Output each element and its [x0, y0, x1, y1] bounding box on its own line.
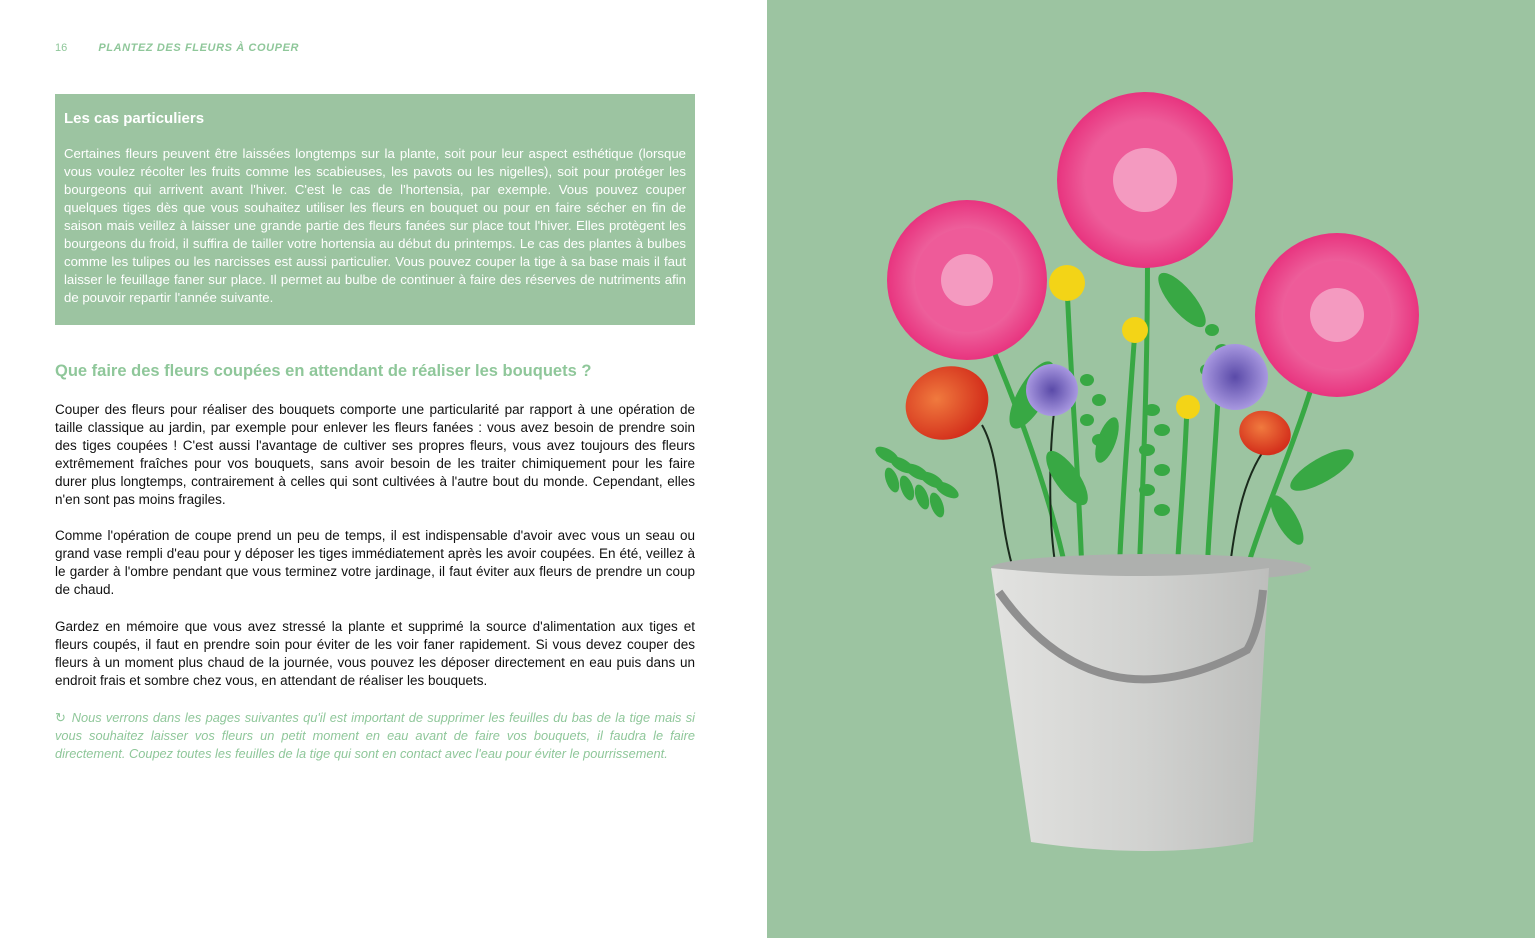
- scabious-right: [1202, 344, 1268, 410]
- sidebar-text: Certaines fleurs peuvent être laissées longtemps sur la plante, soit pour leur aspect esthétique (lorsque vous voulez récolter les fruits comme les scabieuses, les pavots ou les nigelles), soit pour protéger les bourgeons qui arrivent avant l'hiver. C'est le cas de l'hortensia, par exemple. Vous pouvez couper quelques tiges dès que vous souhaitez utiliser les fleurs en bouquet ou pour en faire sécher en fin de saison mais veillez à laisser une grande partie des fleurs fanées sur place tout l'hiver. Elles protègent les bourgeons du froid, il suffira de tailler votre hortensia au début du printemps. Le cas des plantes à bulbes comme les tulipes ou les narcisses est aussi particulier. Vous pouvez couper la tige à sa base mais il faut laisser le feuillage faner sur place. Il permet au bulbe de continuer à faire des réserves de nutriments afin de pouvoir repartir l'année suivante.: [64, 146, 686, 305]
- sidebar-title: Les cas particuliers: [64, 110, 205, 127]
- dahlia-center: [1057, 92, 1233, 268]
- running-title: PLANTEZ DES FLEURS À COUPER: [98, 42, 300, 54]
- scabious-left: [1026, 364, 1078, 416]
- dahlia-right: [1255, 233, 1419, 397]
- bouquet-illustration: [767, 0, 1535, 938]
- page-header: [55, 42, 299, 54]
- section-heading: Que faire des fleurs coupées en attendant de réaliser les bouquets ?: [55, 362, 592, 380]
- body-paragraph-1: Couper des fleurs pour réaliser des bouquets comporte une particularité par rapport à une opération de taille classique au jardin, par exemple pour enlever les fleurs fanées : vous avez besoin de prendre soin des tiges coupées ! C'est aussi l'avantage de cultiver ses propres fleurs, vous avez toujours des fleurs extrêmement fraîches pour vos bouquets, sans avoir besoin de les traiter chimiquement pour les faire durer plus longtemps, contrairement à celles qui sont cultivées à l'autre bout du monde. Cependant, elles n'en sont pas moins fragiles.: [55, 402, 695, 507]
- poppy-left: [895, 355, 999, 451]
- tip-note: [55, 709, 695, 763]
- dahlia-left: [887, 200, 1047, 360]
- bucket: [991, 554, 1311, 851]
- illustration-page: [767, 0, 1535, 938]
- sidebar-box: [55, 94, 695, 325]
- body-paragraph-2: Comme l'opération de coupe prend un peu de temps, il est indispensable d'avoir avec vous un seau ou grand vase rempli d'eau pour y déposer les tiges immédiatement après les avoir coupées. En été, veillez à le garder à l'ombre pendant que vous terminez votre jardinage, il faut éviter aux fleurs de prendre un coup de chaud.: [55, 528, 695, 597]
- left-page: [0, 0, 767, 938]
- tip-icon: ↻: [55, 710, 66, 725]
- tip-text: Nous verrons dans les pages suivantes qu'il est important de supprimer les feuilles du bas de la tige mais si vous souhaitez laisser vos fleurs un petit moment en eau avant de faire vos bouquets, il faudra le faire directement. Coupez toutes les feuilles de la tige qui sont en contact avec l'eau pour éviter le pourrissement.: [55, 710, 695, 761]
- body-paragraph-3: Gardez en mémoire que vous avez stressé la plante et supprimé la source d'alimentation aux tiges et fleurs coupés, il faut en prendre soin pour éviter de les voir faner rapidement. Si vous devez couper des fleurs à un moment plus chaud de la journée, vous pouvez les déposer directement en eau puis dans un endroit frais et sombre chez vous, en attendant de réaliser les bouquets.: [55, 619, 695, 688]
- page-number: 16: [55, 42, 68, 54]
